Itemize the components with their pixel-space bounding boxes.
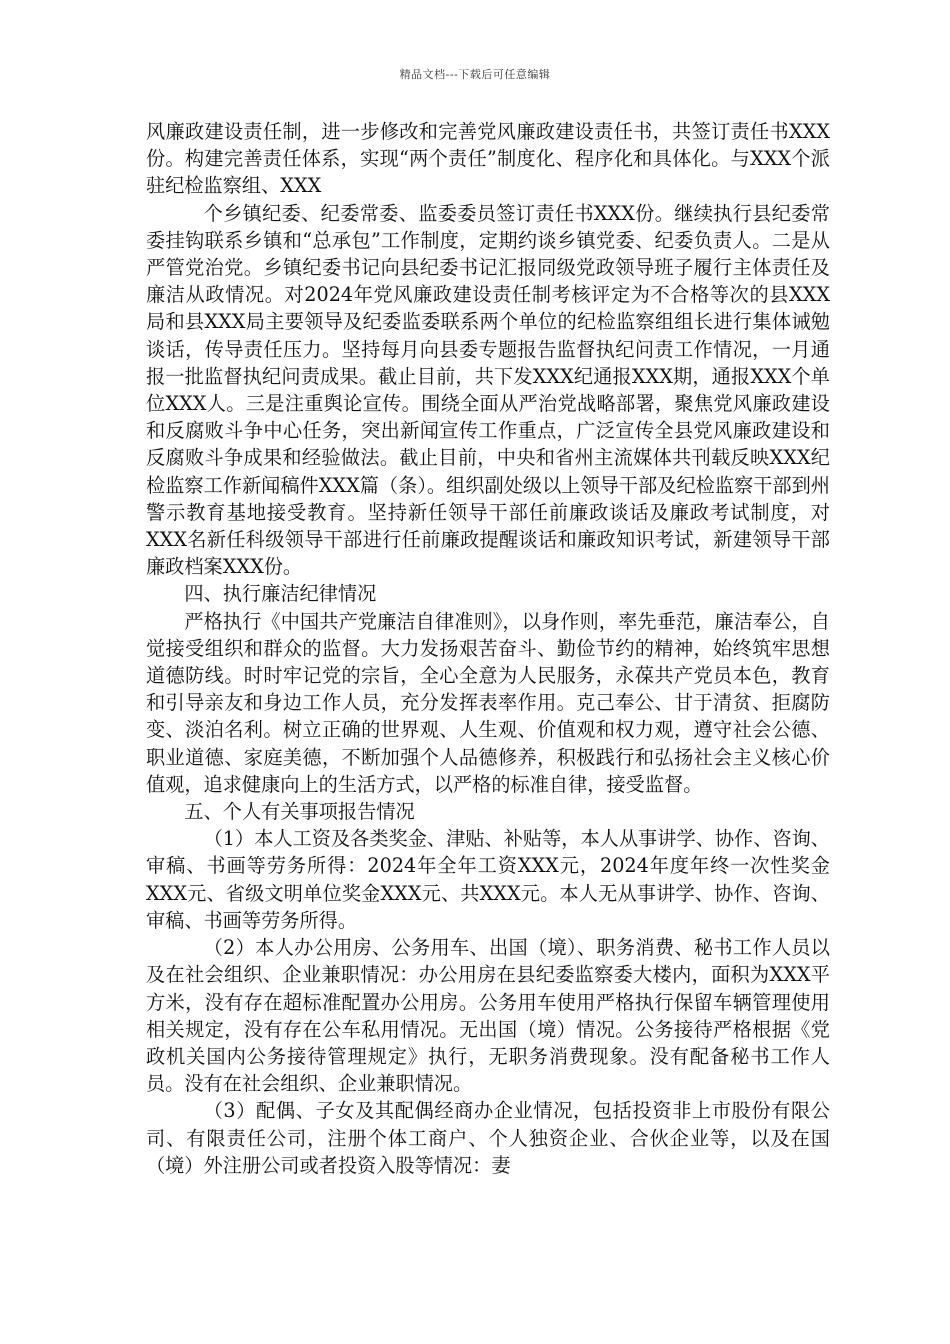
paragraph-continuation: 风廉政建设责任制，进一步修改和完善党风廉政建设责任书，共签订责任书XXX份。构建完善责任体系，实现“两个责任”制度化、程序化和具体化。与XXX个派驻纪检监察组、XXX [146,120,830,198]
paragraph-item-3: （3）配偶、子女及其配偶经商办企业情况，包括投资非上市股份有限公司、有限责任公司，注册个体工商户、个人独资企业、合伙企业等，以及在国（境）外注册公司或者投资入股等情况：妻 [146,1099,830,1177]
section-heading-4: 四、执行廉洁纪律情况 [184,582,377,606]
paragraph-responsibility: 个乡镇纪委、纪委常委、监委委员签订责任书XXX份。继续执行县纪委常委挂钩联系乡镇和“总承包”工作制度，定期约谈乡镇党委、纪委负责人。二是从严管党治党。乡镇纪委书记向县纪委书记汇报同级党政领导班子履行主体责任及廉洁从政情况。对2024年党风廉政建设责任制考核评定为不合格等次的县XXX局和县XXX局主要领导及纪委监委联系两个单位的纪检监察组组长进行集体诫勉谈话，传导责任压力。坚持每月向县委专题报告监督执纪问责工作情况，一月通报一批监督执纪问责成果。截止目前，共下发XXX纪通报XXX期，通报XXX个单位XXX人。三是注重舆论宣传。围绕全面从严治党战略部署，聚焦党风廉政建设和反腐败斗争中心任务，突出新闻宣传工作重点，广泛宣传全县党风廉政建设和反腐败斗争成果和经验做法。截止目前，中央和省州主流媒体共刊载反映XXX纪检监察工作新闻稿件XXX篇（条）。组织副处级以上领导干部及纪检监察干部到州警示教育基地接受教育。坚持新任领导干部任前廉政谈话及廉政考试制度，对XXX名新任科级领导干部进行任前廉政提醒谈话和廉政知识考试，新建领导干部廉政档案XXX份。 [146,201,830,579]
document-body [146,118,830,1179]
paragraph-integrity: 严格执行《中国共产党廉洁自律准则》，以身作则，率先垂范，廉洁奉公，自觉接受组织和群众的监督。大力发扬艰苦奋斗、勤俭节约的精神，始终筑牢思想道德防线。时时牢记党的宗旨，全心全意为人民服务，永葆共产党员本色，教育和引导亲友和身边工作人员，充分发挥表率作用。克己奉公、甘于清贫、拒腐防变、淡泊名利。树立正确的世界观、人生观、价值观和权力观，遵守社会公德、职业道德、家庭美德，不断加强个人品德修养，积极践行和弘扬社会主义核心价值观，追求健康向上的生活方式，以严格的标准自律，接受监督。 [146,609,830,796]
page-header: 精品文档---下载后可任意编辑 [399,68,551,81]
paragraph-item-2: （2）本人办公用房、公务用车、出国（境）、职务消费、秘书工作人员以及在社会组织、企业兼职情况：办公用房在县纪委监察委大楼内，面积为XXX平方米，没有存在超标准配置办公用房。公务用车使用严格执行保留车辆管理使用相关规定，没有存在公车私用情况。无出国（境）情况。公务接待严格根据《党政机关国内公务接待管理规定》执行，无职务消费现象。没有配备秘书工作人员。没有在社会组织、企业兼职情况。 [146,936,830,1096]
section-heading-5: 五、个人有关事项报告情况 [184,800,415,824]
paragraph-item-1: （1）本人工资及各类奖金、津贴、补贴等，本人从事讲学、协作、咨询、审稿、书画等劳务所得：2024年全年工资XXX元，2024年度年终一次性奖金XXX元、省级文明单位奖金XXX元、共XXX元。本人无从事讲学、协作、咨询、审稿、书画等劳务所得。 [146,827,830,932]
